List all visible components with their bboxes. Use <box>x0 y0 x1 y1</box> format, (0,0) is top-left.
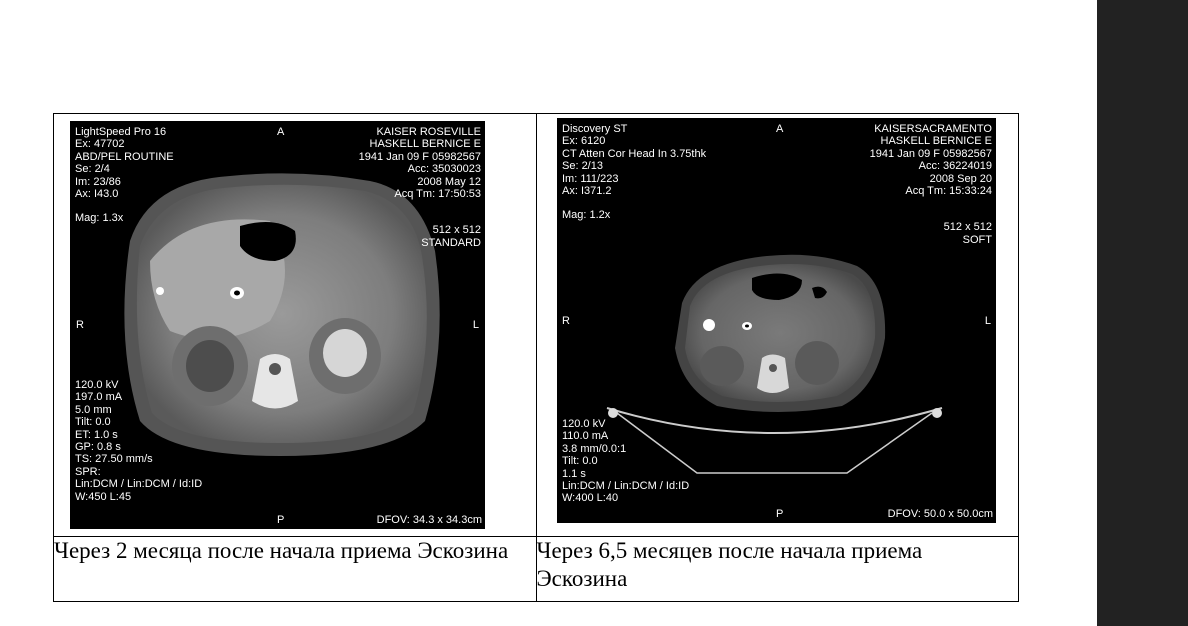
blank-line <box>562 197 706 209</box>
scan-left-bottom-info <box>75 379 202 503</box>
facility: KAISER ROSEVILLE <box>376 126 481 138</box>
slice-thickness: 5.0 mm <box>75 403 112 416</box>
blank-line <box>870 209 992 221</box>
facility: KAISERSACRAMENTO <box>874 123 992 135</box>
rotation-time: 1.1 s <box>562 467 586 480</box>
accession: Acc: 36224019 <box>918 160 992 173</box>
scanner-model: LightSpeed Pro 16 <box>75 126 167 138</box>
acquisition-time: Acq Tm: 15:33:24 <box>905 185 992 198</box>
scan-left-top-right-info <box>359 126 481 249</box>
scan-right-top-right-info <box>870 123 992 246</box>
exposure-time: ET: 1.0 s <box>75 428 118 441</box>
ma: 110.0 mA <box>562 430 609 443</box>
kernel: STANDARD <box>421 236 481 249</box>
axial-position: Ax: I43.0 <box>75 188 119 201</box>
kv: 120.0 kV <box>562 418 606 430</box>
lookup: Lin:DCM / Lin:DCM / Id:ID <box>75 478 203 491</box>
left-side-marker: L <box>984 314 991 327</box>
matrix-size: 512 x 512 <box>943 221 992 234</box>
tilt: Tilt: 0.0 <box>75 416 111 429</box>
scanner-model: Discovery ST <box>562 123 628 135</box>
blank-line <box>359 200 481 212</box>
ct-scan-right <box>557 118 996 523</box>
ct-scan-left <box>70 121 485 529</box>
right-side-marker: R <box>76 318 84 331</box>
dfov: DFOV: 34.3 x 34.3cm <box>376 513 482 526</box>
patient-dob-id: 1941 Jan 09 F 05982567 <box>869 147 992 160</box>
ma: 197.0 mA <box>75 391 123 404</box>
window-level: W:450 L:45 <box>75 490 132 503</box>
slice-thickness: 3.8 mm/0.0:1 <box>562 442 627 455</box>
study-date: 2008 May 12 <box>417 175 481 188</box>
image-index: Im: 23/86 <box>75 175 121 188</box>
matrix-size: 512 x 512 <box>432 224 481 237</box>
magnification: Mag: 1.2x <box>562 209 611 222</box>
posterior-marker: P <box>776 507 784 520</box>
accession: Acc: 35030023 <box>407 163 481 176</box>
gantry-period: GP: 0.8 s <box>75 441 121 454</box>
kv: 120.0 kV <box>75 379 119 391</box>
side-panel <box>1097 0 1188 626</box>
lookup: Lin:DCM / Lin:DCM / Id:ID <box>562 480 690 493</box>
posterior-marker: P <box>277 513 285 526</box>
patient-name: HASKELL BERNICE E <box>880 135 992 148</box>
patient-dob-id: 1941 Jan 09 F 05982567 <box>358 150 481 163</box>
kernel: SOFT <box>962 233 992 246</box>
blank-line <box>870 197 992 209</box>
table-speed: TS: 27.50 mm/s <box>75 453 153 466</box>
study-date: 2008 Sep 20 <box>929 172 992 185</box>
caption-left: Через 2 месяца после начала приема Эскозина <box>54 537 537 602</box>
acquisition-time: Acq Tm: 17:50:53 <box>394 188 481 201</box>
exam-number: Ex: 6120 <box>562 135 606 148</box>
series: Se: 2/4 <box>75 163 110 176</box>
tilt: Tilt: 0.0 <box>562 455 598 468</box>
anterior-marker: A <box>776 123 784 135</box>
magnification: Mag: 1.3x <box>75 212 124 225</box>
scan-right-top-left-info <box>562 123 706 222</box>
scan-left-top-left-info <box>75 126 174 225</box>
scan-right-bottom-info <box>562 418 689 505</box>
window-level: W:400 L:40 <box>562 492 619 505</box>
blank-line <box>359 212 481 224</box>
protocol: ABD/PEL ROUTINE <box>75 150 174 163</box>
exam-number: Ex: 47702 <box>75 138 125 151</box>
left-side-marker: L <box>472 318 479 331</box>
blank-line <box>75 200 174 212</box>
patient-name: HASKELL BERNICE E <box>369 138 481 151</box>
dfov: DFOV: 50.0 x 50.0cm <box>887 507 993 520</box>
right-side-marker: R <box>562 314 570 327</box>
image-index: Im: 111/223 <box>562 172 619 185</box>
protocol: CT Atten Cor Head In 3.75thk <box>562 147 707 160</box>
spr: SPR: <box>75 465 101 478</box>
caption-right: Через 6,5 месяцев после начала приема Эскозина <box>536 537 1019 602</box>
anterior-marker: A <box>277 126 285 138</box>
axial-position: Ax: I371.2 <box>562 185 612 198</box>
series: Se: 2/13 <box>562 160 603 173</box>
